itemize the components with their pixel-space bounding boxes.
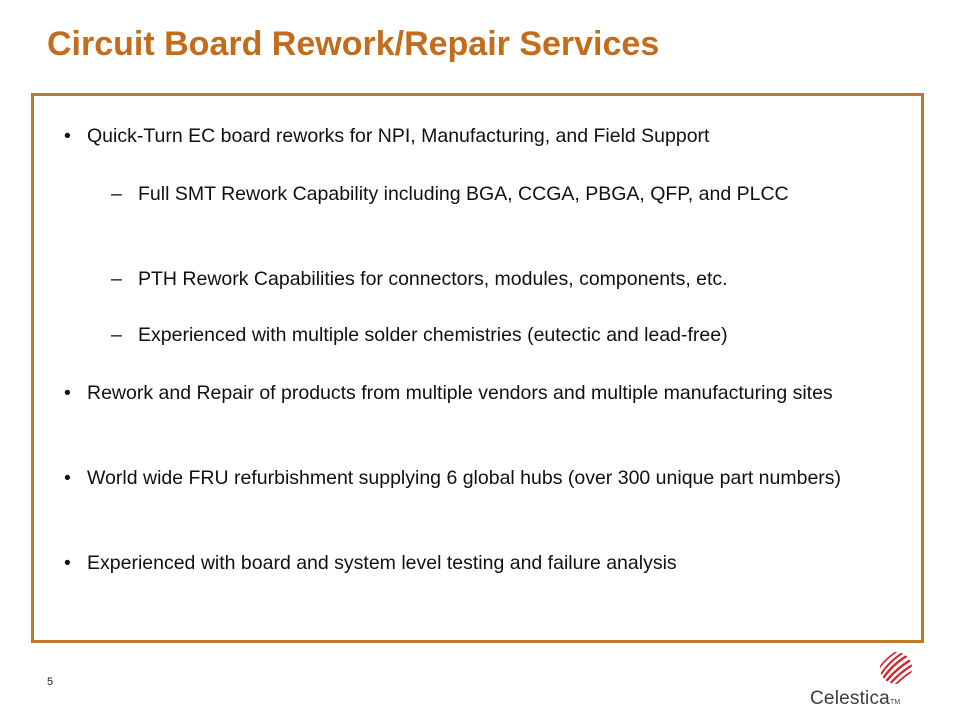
trademark-mark: TM — [889, 699, 901, 706]
bullet-item — [64, 123, 864, 149]
bullet-marker: • — [64, 382, 71, 404]
dash-marker: – — [111, 268, 122, 290]
bullet-text: Quick-Turn EC board reworks for NPI, Manufacturing, and Field Support — [87, 125, 710, 147]
sub-bullet-item — [111, 322, 871, 348]
bullet-item — [64, 465, 864, 491]
celestica-sphere-icon — [878, 650, 914, 686]
bullet-text: Rework and Repair of products from multiple vendors and multiple manufacturing sites — [87, 382, 833, 404]
sub-bullet-text: Full SMT Rework Capability including BGA, CCGA, PBGA, QFP, and PLCC — [138, 183, 789, 205]
slide-title: Circuit Board Rework/Repair Services — [47, 25, 660, 63]
celestica-logo — [810, 650, 922, 714]
bullet-text: Experienced with board and system level testing and failure analysis — [87, 552, 677, 574]
celestica-wordmark — [810, 688, 900, 710]
sub-bullet-item — [111, 181, 871, 207]
bullet-text: World wide FRU refurbishment supplying 6 global hubs (over 300 unique part numbers) — [87, 467, 842, 489]
dash-marker: – — [111, 324, 122, 346]
sub-bullet-text: Experienced with multiple solder chemistries (eutectic and lead-free) — [138, 324, 728, 346]
content-box — [31, 93, 924, 643]
bullet-marker: • — [64, 552, 71, 574]
bullet-marker: • — [64, 467, 71, 489]
sub-bullet-item — [111, 266, 871, 292]
dash-marker: – — [111, 183, 122, 205]
sub-bullet-text: PTH Rework Capabilities for connectors, modules, components, etc. — [138, 268, 728, 290]
bullet-marker: • — [64, 125, 71, 147]
celestica-name: Celestica — [810, 688, 890, 709]
bullet-item — [64, 550, 864, 576]
page-number: 5 — [47, 676, 54, 688]
bullet-item — [64, 380, 864, 406]
